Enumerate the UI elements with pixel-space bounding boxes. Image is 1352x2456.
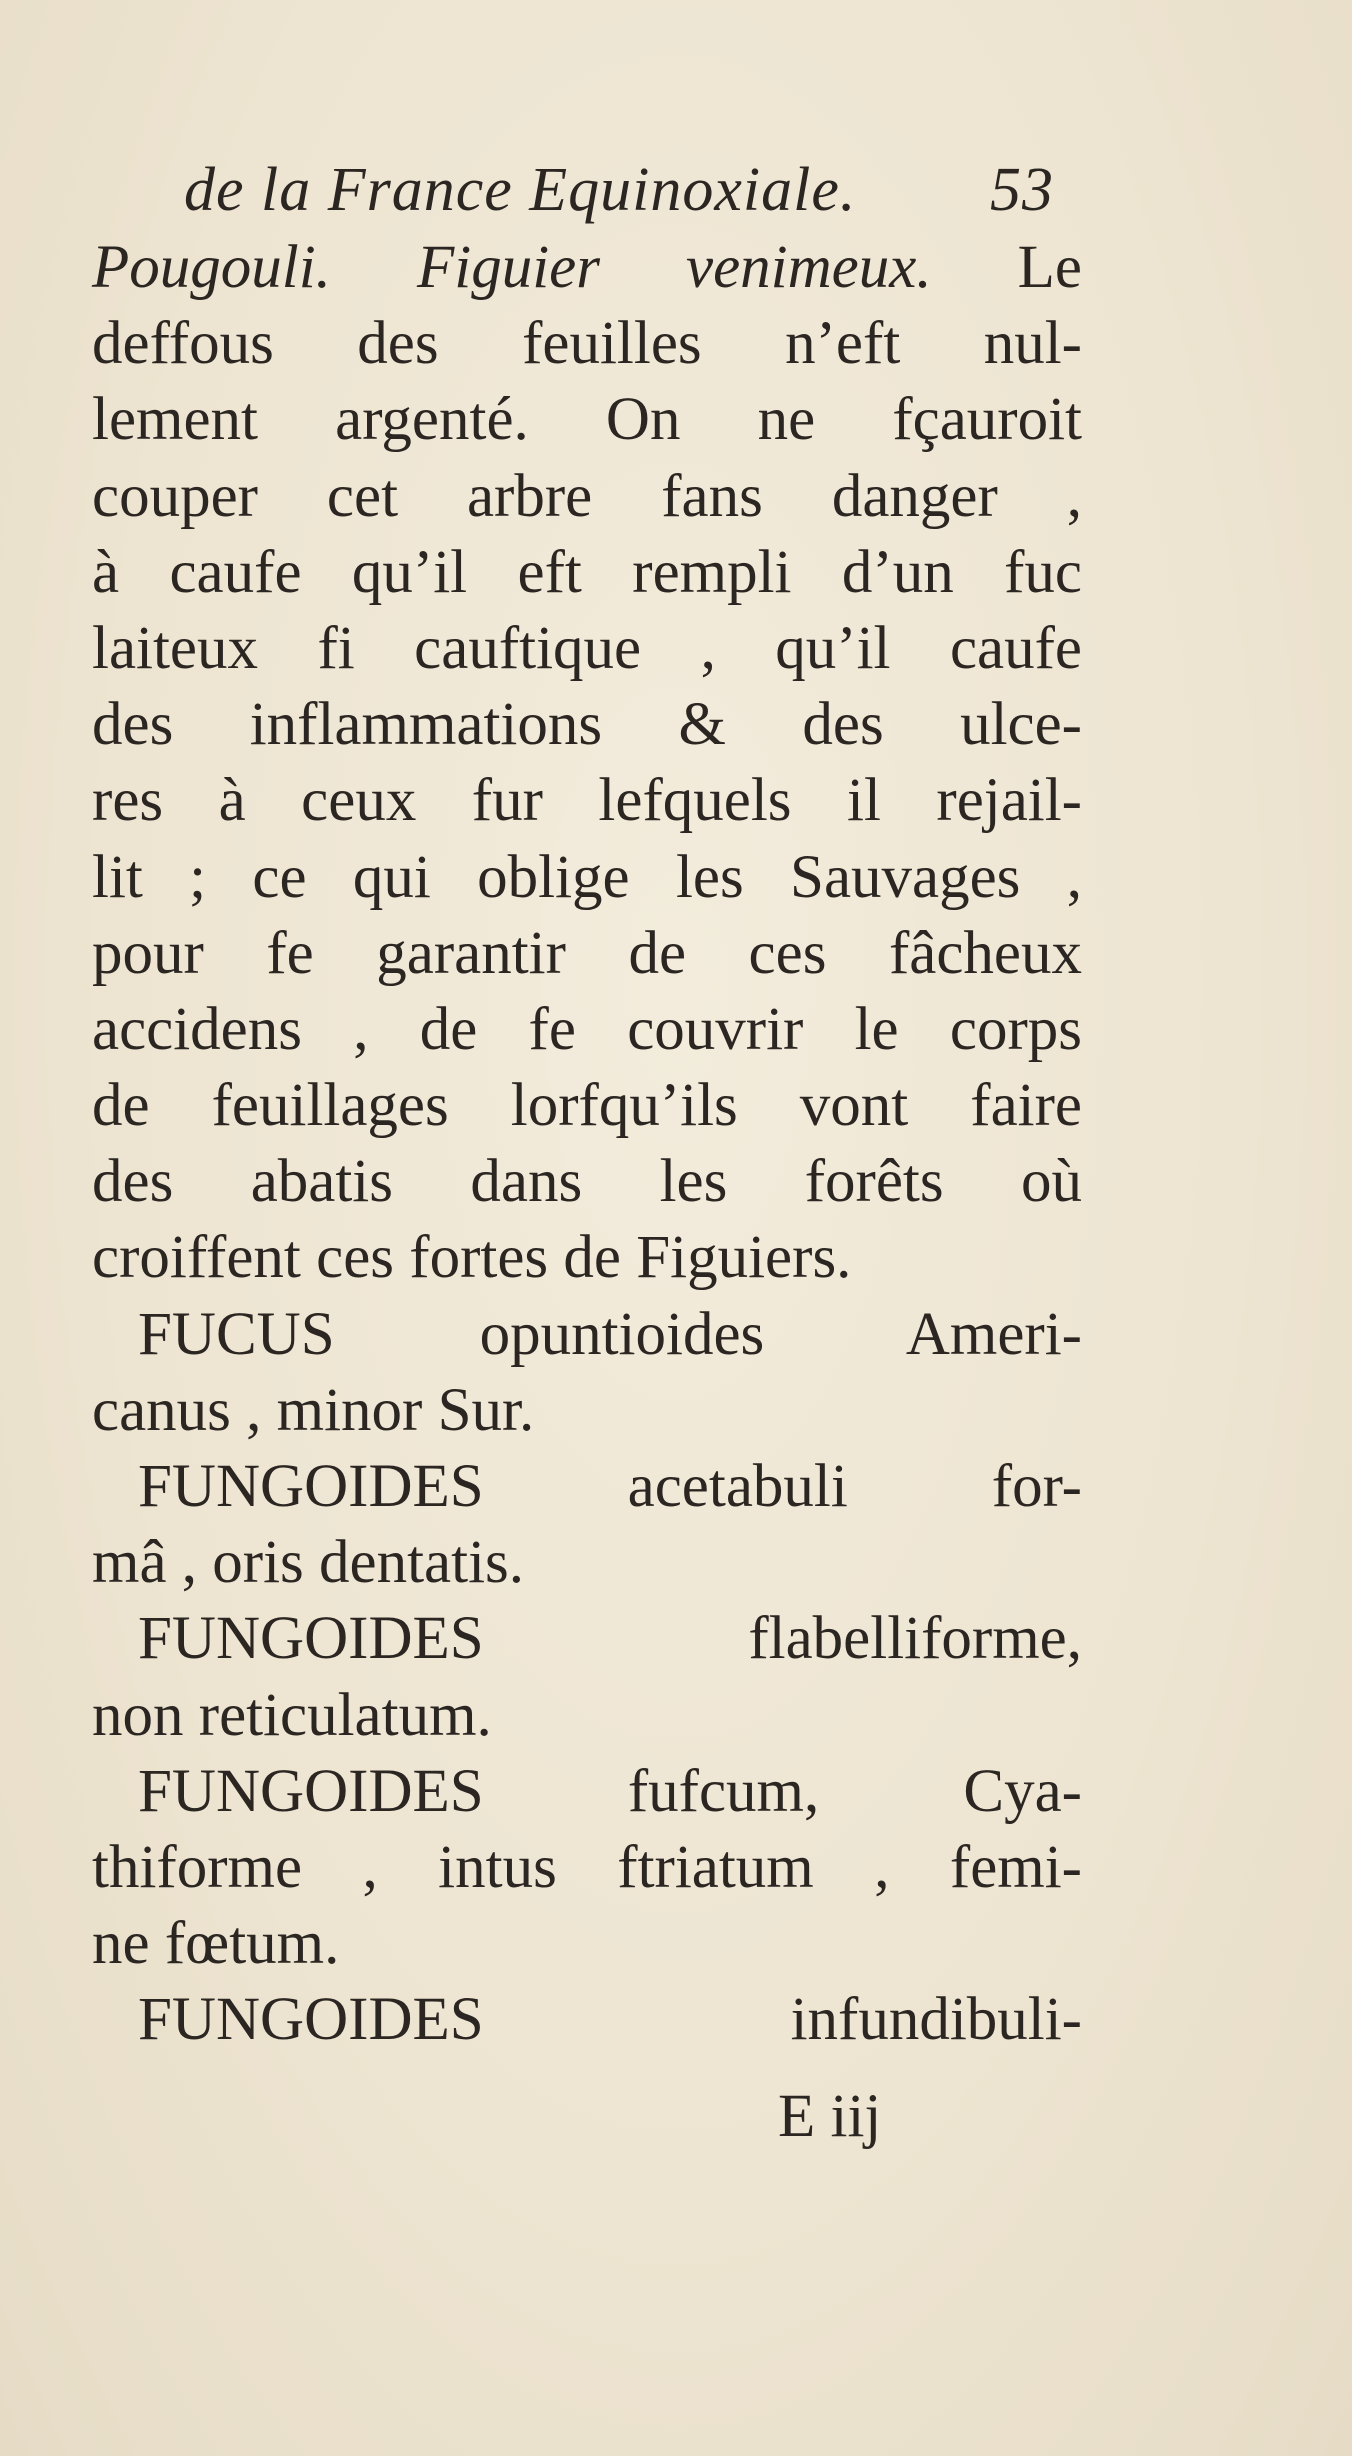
text-line: des abatis dans les forêts où (92, 1148, 1082, 1216)
text-line: à caufe qu’il eft rempli d’un fuc (92, 538, 1082, 606)
text-line: lement argenté. On ne fçauroit (92, 386, 1082, 454)
text-line: couper cet arbre fans danger , (92, 462, 1082, 530)
entry-heading-line: FUNGOIDES acetabuli for- (138, 1453, 1082, 1520)
text-line: laiteux fi cauftique , qu’il caufe (92, 614, 1082, 682)
text-line (92, 230, 1082, 306)
text-line: canus , minor Sur. (92, 1376, 535, 1444)
italic-phrase: Pougouli. Figuier venimeux. (92, 234, 932, 301)
text-line: pour fe garantir de ces fâcheux (92, 919, 1082, 987)
text-line: res à ceux fur lefquels il rejail- (92, 767, 1082, 835)
text-line: de feuillages lorfqu’ils vont faire (92, 1072, 1082, 1140)
text-line: thiforme , intus ftriatum , femi- (92, 1833, 1082, 1901)
signature-line (92, 2079, 1082, 2155)
text-line: non reticulatum. (92, 1681, 492, 1749)
text-line: lit ; ce qui oblige les Sauvages , (92, 843, 1082, 911)
signature-mark: E iij (778, 2083, 882, 2150)
page-number: 53 (990, 156, 1054, 224)
entry-heading-line: FUNGOIDES flabelliforme, (138, 1605, 1082, 1673)
entry-heading-line: FUNGOIDES infundibuli- (138, 1986, 1082, 2054)
page-header (184, 152, 1054, 228)
text-line: croiffent ces fortes de Figuiers. (92, 1224, 852, 1292)
text-line: des inflammations & des ulce- (92, 691, 1082, 759)
entry-heading-line: FUCUS opuntioides Ameri- (138, 1300, 1082, 1368)
roman-phrase: Le (931, 234, 1082, 301)
text-line: ne fœtum. (92, 1910, 340, 1978)
text-line: mâ , oris dentatis. (92, 1529, 525, 1597)
text-line: accidens , de fe couvrir le corps (92, 995, 1082, 1063)
running-title: de la France Equinoxiale. (184, 156, 857, 224)
body-text (92, 230, 1082, 2059)
text-line: deffous des feuilles n’eft nul- (92, 310, 1082, 378)
entry-heading-line: FUNGOIDES fufcum, Cya- (138, 1757, 1082, 1825)
